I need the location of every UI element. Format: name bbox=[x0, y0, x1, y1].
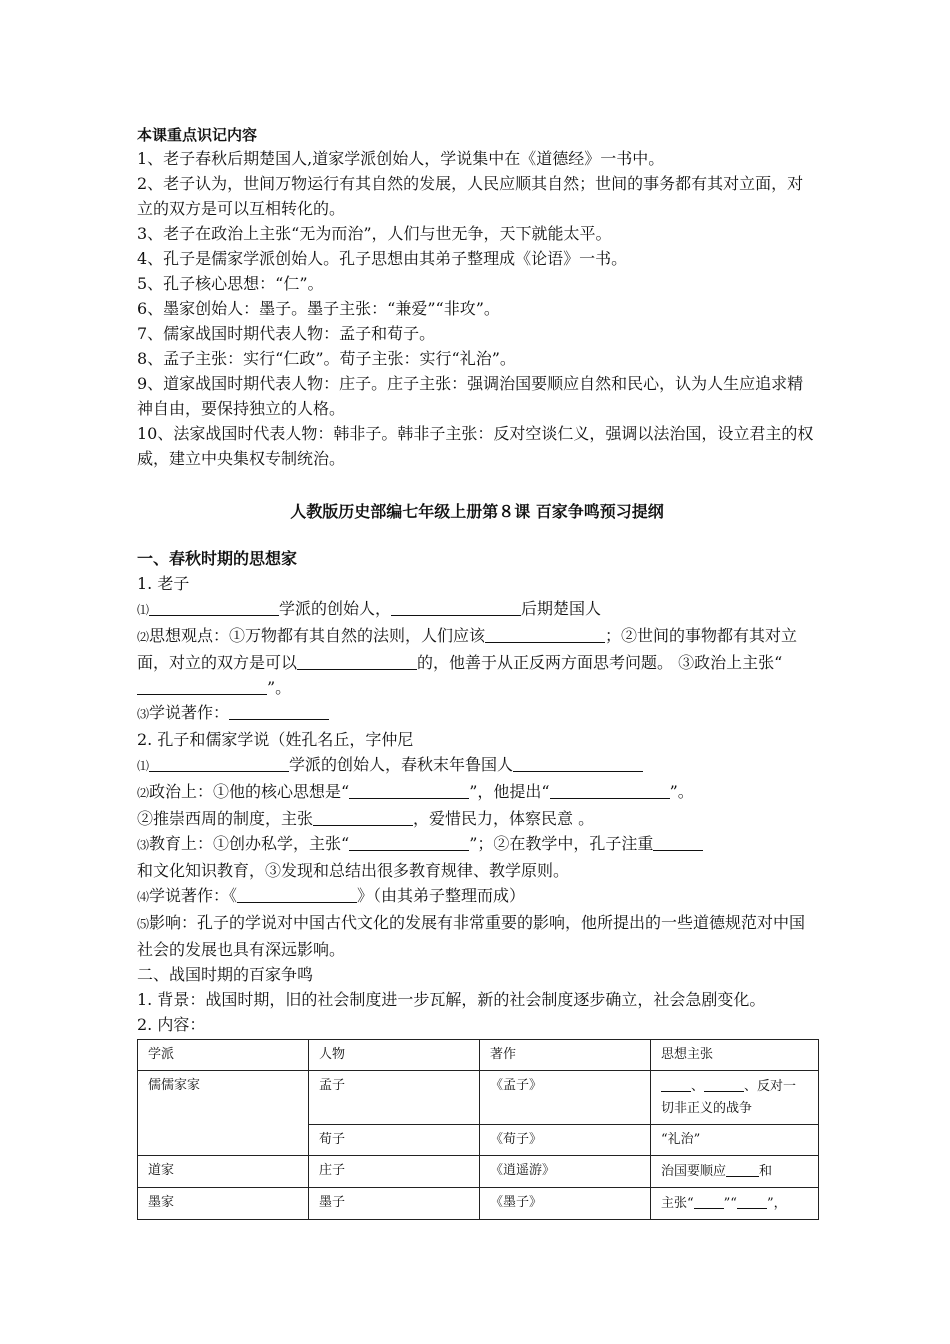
kongzi-line-3: ⑶教育上：①创办私学，主张“ ”；②在教学中，孔子注重 bbox=[137, 831, 817, 858]
blank[interactable] bbox=[726, 1160, 759, 1177]
header-school: 学派 bbox=[138, 1040, 309, 1071]
laozi-line-2: ⑵思想观点：①万物都有其自然的法则，人们应该 ；②世间的事物都有其对立面，对立的双方是可以 的，他善于从正反两方面思考问题。 ③政治上主张“”。 bbox=[137, 626, 798, 697]
key-point-8: 8、孟子主张：实行“仁政”。荀子主张：实行“礼治”。 bbox=[137, 349, 516, 368]
blank[interactable] bbox=[313, 809, 413, 826]
cell-work: 《荀子》 bbox=[480, 1125, 651, 1156]
item-number: ⑵ bbox=[137, 630, 150, 644]
table-header-row bbox=[138, 1040, 819, 1071]
blank[interactable] bbox=[391, 599, 521, 616]
blank[interactable] bbox=[229, 703, 329, 720]
key-points-heading: 本课重点识记内容 bbox=[137, 126, 258, 144]
laozi-heading: 1. 老子 bbox=[137, 574, 190, 593]
item-number: ⑵ bbox=[137, 786, 150, 800]
item-number: ⑶ bbox=[137, 838, 150, 852]
cell-school: 墨家 bbox=[138, 1188, 309, 1220]
cell-person: 荀子 bbox=[309, 1125, 480, 1156]
blank[interactable] bbox=[485, 626, 605, 643]
kongzi-line-2: ⑵政治上：①他的核心思想是“ ”，他提出“ ”。 bbox=[137, 782, 694, 801]
schools-table bbox=[137, 1039, 819, 1220]
key-point-5: 5、孔子核心思想：“仁”。 bbox=[137, 274, 324, 293]
laozi-line-1: ⑴ 学派的创始人， 后期楚国人 bbox=[137, 599, 602, 618]
blank[interactable] bbox=[653, 834, 703, 851]
blank[interactable] bbox=[237, 886, 357, 903]
blank[interactable] bbox=[137, 678, 267, 695]
key-point-3: 3、老子在政治上主张“无为而治”，人们与世无争，天下就能太平。 bbox=[137, 224, 612, 243]
header-person: 人物 bbox=[309, 1040, 480, 1071]
blank[interactable] bbox=[149, 599, 279, 616]
blank[interactable] bbox=[349, 782, 469, 799]
key-point-1: 1、老子春秋后期楚国人,道家学派创始人，学说集中在《道德经》一书中。 bbox=[137, 149, 665, 168]
blank[interactable] bbox=[297, 653, 417, 670]
cell-school: 道家 bbox=[138, 1156, 309, 1188]
cell-person: 孟子 bbox=[309, 1071, 480, 1125]
cell-work: 《墨子》 bbox=[480, 1188, 651, 1220]
key-point-6: 6、墨家创始人：墨子。墨子主张：“兼爱”“非攻”。 bbox=[137, 299, 500, 318]
blank[interactable] bbox=[694, 1192, 724, 1209]
cell-idea: 治国要顺应 和 bbox=[651, 1156, 819, 1188]
content-label: 2. 内容： bbox=[137, 1015, 206, 1034]
blank[interactable] bbox=[737, 1192, 767, 1209]
laozi-line-3: ⑶学说著作： bbox=[137, 700, 817, 727]
section-2-heading: 二、战国时期的百家争鸣 bbox=[137, 965, 314, 984]
cell-person: 庄子 bbox=[309, 1156, 480, 1188]
background-line: 1. 背景：战国时期，旧的社会制度进一步瓦解，新的社会制度逐步确立，社会急剧变化。 bbox=[137, 990, 766, 1009]
item-number: ⑶ bbox=[137, 707, 150, 721]
item-number: ⑴ bbox=[137, 759, 150, 773]
kongzi-line-3b: 和文化知识教育，③发现和总结出很多教育规律、教学原则。 bbox=[137, 861, 570, 880]
cell-idea: 主张“ ”“ ”， bbox=[651, 1188, 819, 1220]
blank[interactable] bbox=[149, 755, 289, 772]
key-point-2: 2、老子认为，世间万物运行有其自然的发展，人民应顺其自然；世间的事务都有其对立面，对立的双方是可以互相转化的。 bbox=[137, 174, 804, 218]
kongzi-line-4: ⑷学说著作：《 》（由其弟子整理而成） bbox=[137, 886, 526, 905]
table-row bbox=[138, 1156, 819, 1188]
key-point-10: 10、法家战国时代表人物：韩非子。韩非子主张：反对空谈仁义，强调以法治国，设立君主的权威，建立中央集权专制统治。 bbox=[137, 424, 814, 468]
table-row bbox=[138, 1188, 819, 1220]
cell-idea: “礼治” bbox=[651, 1125, 819, 1156]
kongzi-line-5: ⑸影响：孔子的学说对中国古代文化的发展有非常重要的影响，他所提出的一些道德规范对中国社会的发展也具有深远影响。 bbox=[137, 913, 806, 959]
table-row bbox=[138, 1071, 819, 1125]
key-point-7: 7、儒家战国时期代表人物：孟子和荀子。 bbox=[137, 324, 436, 343]
key-point-4: 4、孔子是儒家学派创始人。孔子思想由其弟子整理成《论语》一书。 bbox=[137, 249, 628, 268]
blank[interactable] bbox=[349, 834, 469, 851]
key-point-9: 9、道家战国时期代表人物：庄子。庄子主张：强调治国要顺应自然和民心，认为人生应追求精神自由，要保持独立的人格。 bbox=[137, 374, 804, 418]
blank[interactable] bbox=[513, 755, 643, 772]
kongzi-line-1: ⑴ 学派的创始人，春秋末年鲁国人 bbox=[137, 752, 817, 779]
cell-school: 儒儒家家 bbox=[138, 1071, 309, 1156]
document-page bbox=[137, 124, 817, 1220]
header-idea: 思想主张 bbox=[651, 1040, 819, 1071]
cell-person: 墨子 bbox=[309, 1188, 480, 1220]
section-1-heading: 一、春秋时期的思想家 bbox=[137, 549, 298, 568]
cell-idea: 、 、反对一切非正义的战争 bbox=[651, 1071, 819, 1125]
kongzi-heading: 2. 孔子和儒家学说（姓孔名丘，字仲尼 bbox=[137, 730, 414, 749]
blank[interactable] bbox=[550, 782, 670, 799]
item-number: ⑷ bbox=[137, 890, 150, 904]
blank[interactable] bbox=[661, 1075, 691, 1092]
item-number: ⑸ bbox=[137, 917, 150, 931]
cell-work: 《孟子》 bbox=[480, 1071, 651, 1125]
header-work: 著作 bbox=[480, 1040, 651, 1071]
kongzi-line-2b: ②推崇西周的制度，主张 ，爱惜民力，体察民意 。 bbox=[137, 809, 595, 828]
cell-work: 《逍遥游》 bbox=[480, 1156, 651, 1188]
blank[interactable] bbox=[704, 1075, 744, 1092]
outline-title: 人教版历史部编七年级上册第８课 百家争鸣预习提纲 bbox=[290, 502, 664, 521]
item-number: ⑴ bbox=[137, 603, 150, 617]
